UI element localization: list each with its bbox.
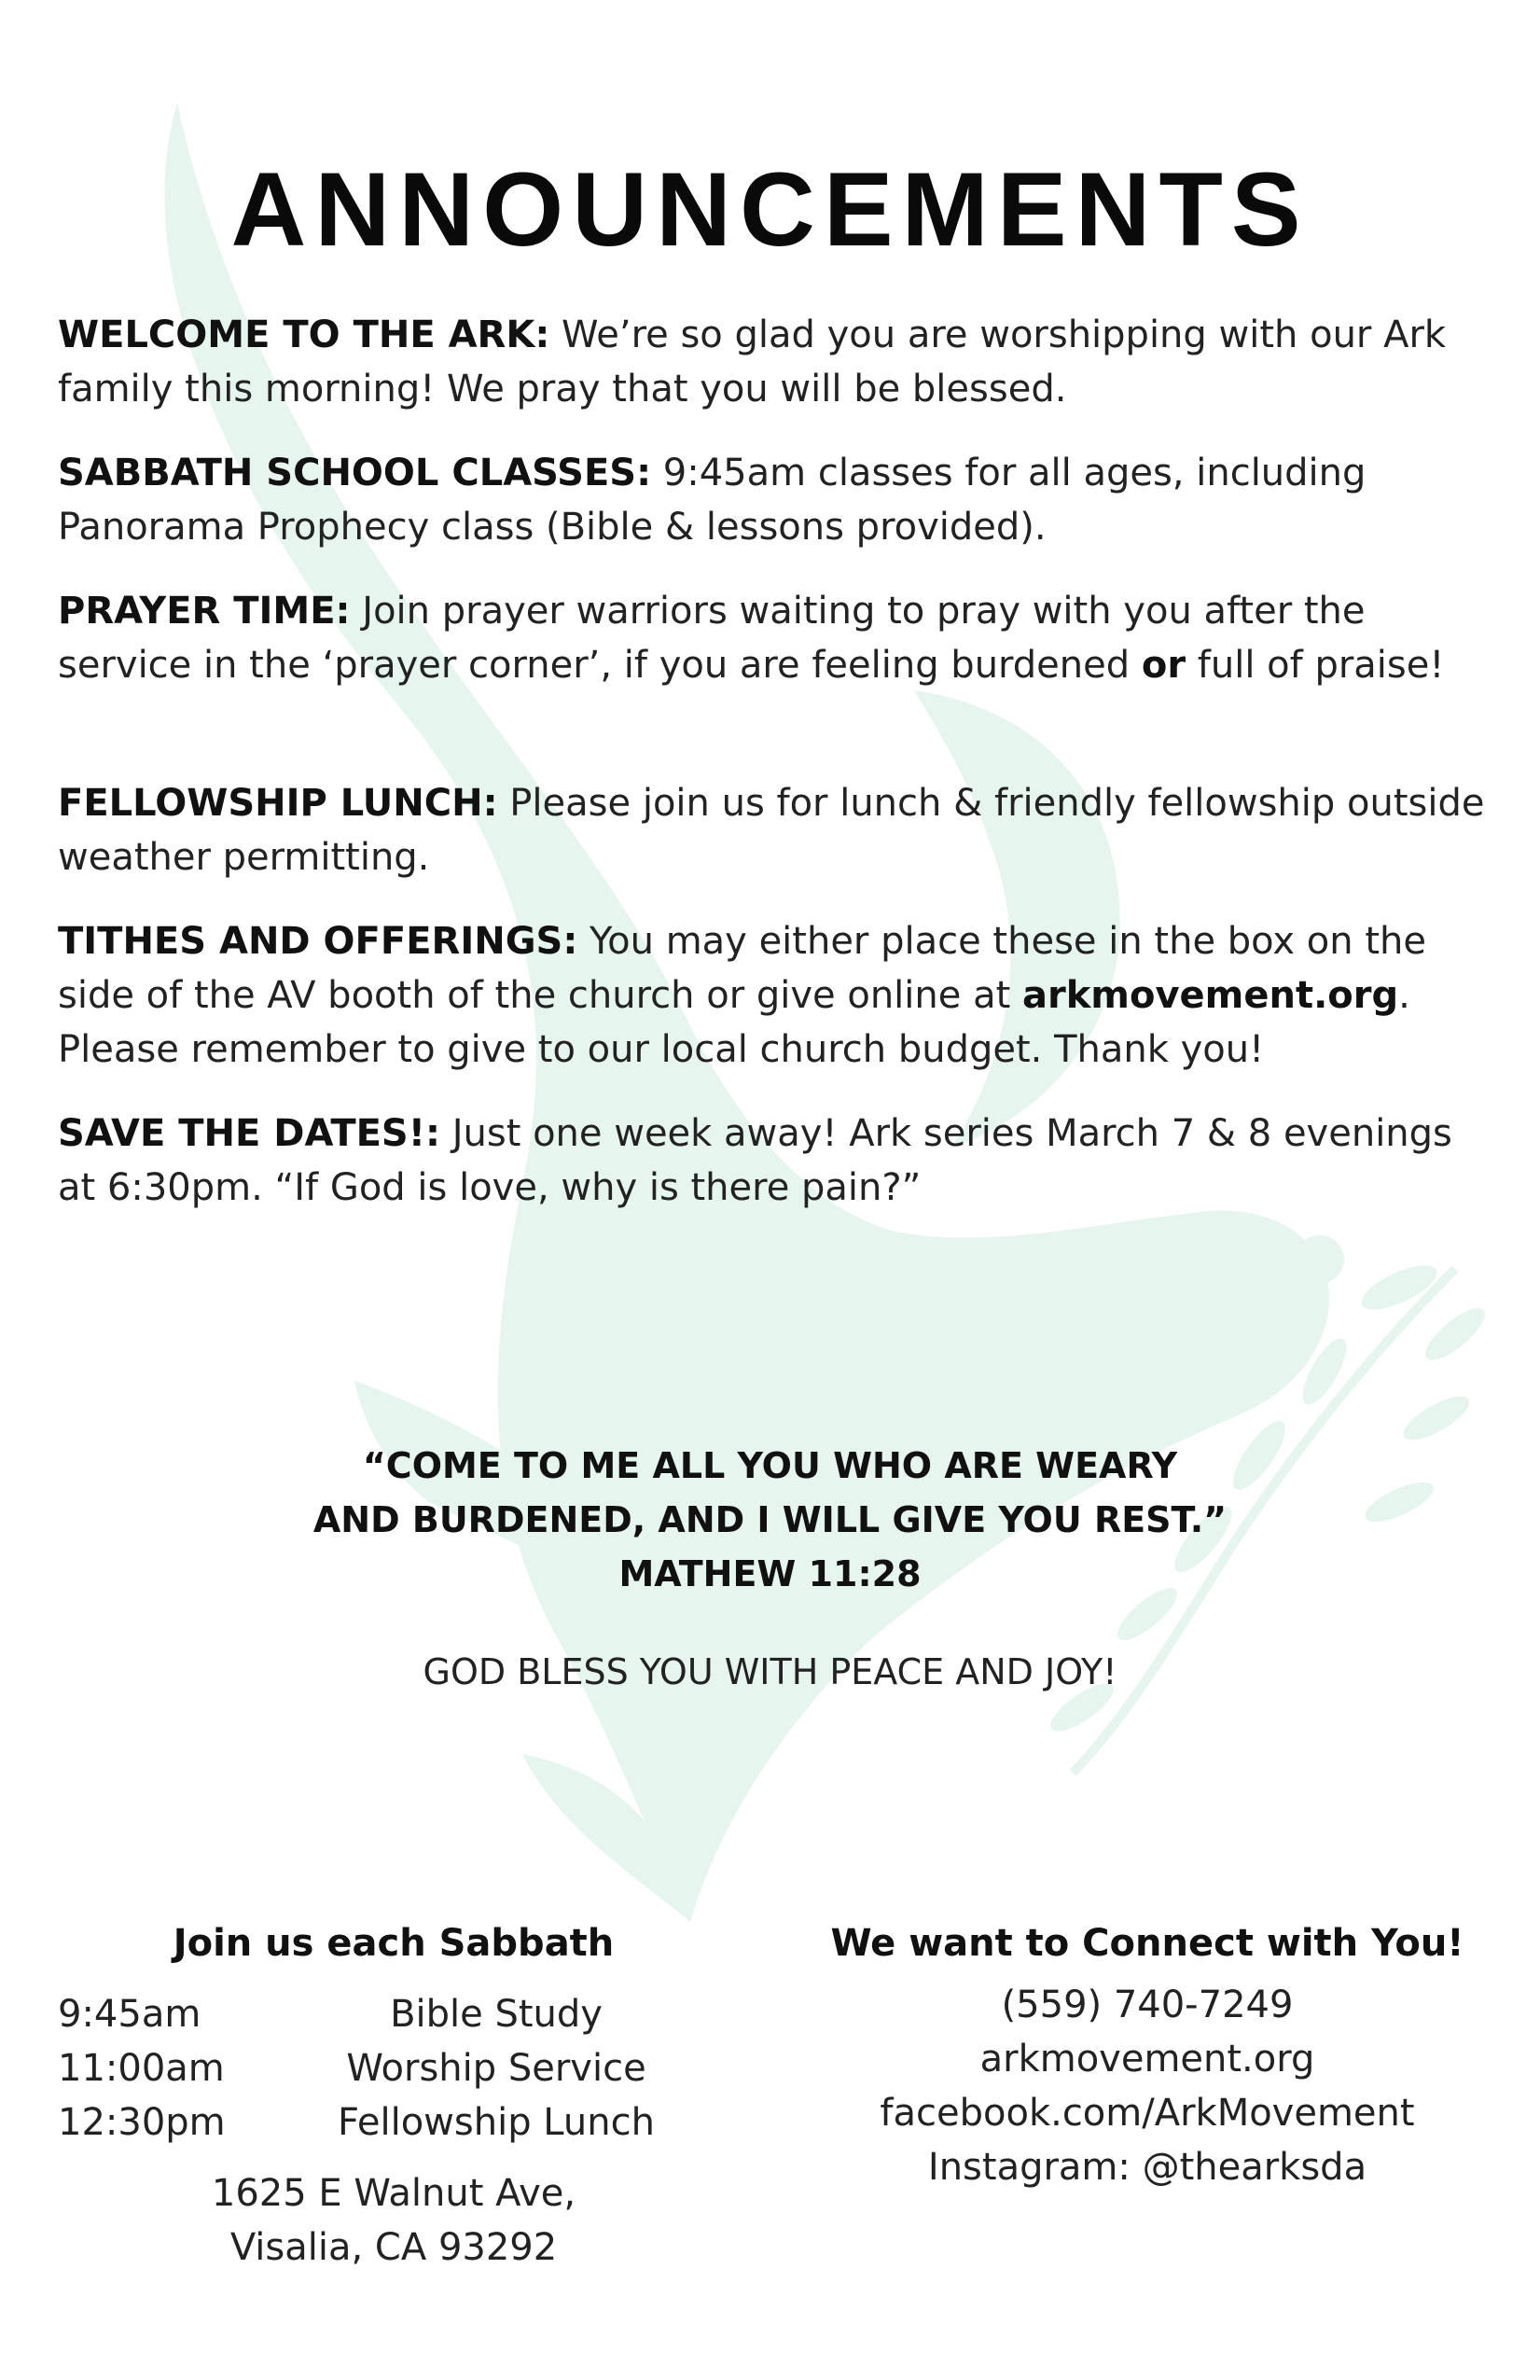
church-address	[58, 2166, 729, 2275]
announcement-heading: PRAYER TIME:	[58, 590, 351, 633]
blessing-text: GOD BLESS YOU WITH PEACE AND JOY!	[423, 1651, 1117, 1692]
contact-list	[802, 1978, 1492, 2194]
contact-facebook: facebook.com/ArkMovement	[880, 2092, 1415, 2135]
announcement-text: Please join us for lunch & friendly fellowship outside weather permitting.	[58, 782, 1485, 879]
announcement-tithes	[58, 914, 1494, 1077]
announcement-text: You may either place these in the box on the side of the AV booth of the church or give online at	[58, 920, 1426, 1017]
announcement-sabbath-school	[58, 446, 1494, 554]
scripture-quote	[0, 1439, 1540, 1601]
schedule-event: Bible Study	[390, 1993, 603, 2036]
contact-phone: (559) 740-7249	[1001, 1983, 1294, 2026]
contact-website: arkmovement.org	[979, 2038, 1315, 2081]
contact-instagram: Instagram: @thearksda	[927, 2146, 1367, 2189]
schedule-time: 11:00am	[58, 2047, 225, 2090]
announcement-save-the-dates	[58, 1106, 1494, 1215]
announcement-prayer-time	[58, 584, 1494, 692]
announcement-heading: WELCOME TO THE ARK:	[58, 313, 550, 356]
schedule-time: 12:30pm	[58, 2101, 226, 2144]
connect-heading: We want to Connect with You!	[830, 1922, 1464, 1965]
quote-reference: MATHEW 11:28	[618, 1553, 922, 1594]
schedule-heading: Join us each Sabbath	[173, 1922, 615, 1965]
announcement-text-end: full of praise!	[1186, 644, 1445, 687]
announcement-text: We’re so glad you are worshipping with our Ark family this morning! We pray that you will be blessed.	[58, 313, 1447, 411]
announcement-heading: TITHES AND OFFERINGS:	[58, 920, 578, 963]
page-title: ANNOUNCEMENTS	[230, 151, 1310, 268]
schedule-event: Worship Service	[346, 2047, 646, 2090]
schedule-time: 9:45am	[58, 1993, 201, 2036]
schedule-section	[58, 1922, 711, 2314]
address-line-2: Visalia, CA 93292	[229, 2226, 558, 2269]
announcement-text: 9:45am classes for all ages, including Panorama Prophecy class (Bible & lessons provided).	[58, 452, 1367, 549]
announcement-emphasis: or	[1141, 644, 1186, 687]
quote-line-2: AND BURDENED, AND I WILL GIVE YOU REST.”	[312, 1499, 1228, 1540]
announcement-heading: SAVE THE DATES!:	[58, 1112, 440, 1155]
announcement-heading: FELLOWSHIP LUNCH:	[58, 782, 498, 825]
announcement-heading: SABBATH SCHOOL CLASSES:	[58, 452, 652, 494]
connect-section	[802, 1922, 1492, 2258]
announcement-text: Just one week away! Ark series March 7 & 8 evenings at 6:30pm. “If God is love, why is there pain?”	[58, 1112, 1452, 1209]
announcement-fellowship-lunch	[58, 776, 1494, 884]
schedule-event: Fellowship Lunch	[338, 2101, 655, 2144]
address-line-1: 1625 E Walnut Ave,	[211, 2172, 576, 2215]
announcement-welcome	[58, 308, 1494, 416]
website-link-text: arkmovement.org	[1021, 974, 1399, 1017]
announcement-text: Join prayer warriors waiting to pray with you after the service in the ‘prayer corner’, if you are feeling burdened	[58, 590, 1366, 687]
announcement-text-end: . Please remember to give to our local church budget. Thank you!	[58, 974, 1410, 1071]
quote-line-1: “COME TO ME ALL YOU WHO ARE WEARY	[362, 1445, 1178, 1486]
